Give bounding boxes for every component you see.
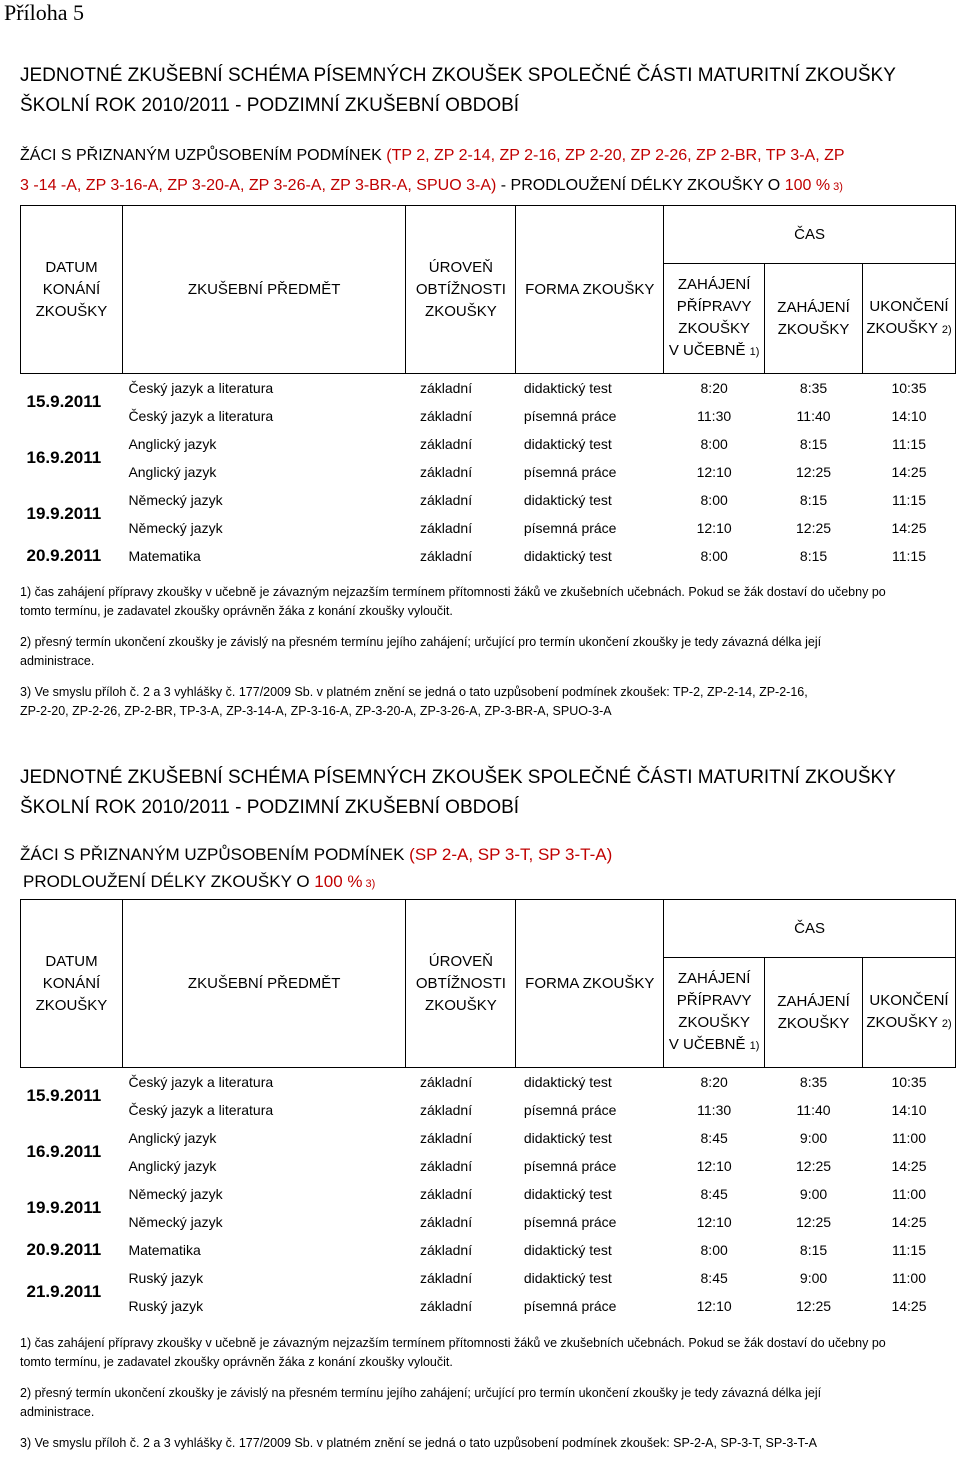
- exam-form: písemná práce: [523, 1102, 617, 1118]
- exam-form: didaktický test: [523, 548, 612, 564]
- exam-form: didaktický test: [523, 1270, 612, 1286]
- exam-date: 20.9.2011: [26, 1240, 102, 1259]
- exam-end-time: 14:25: [891, 520, 927, 536]
- conditions-prefix: ŽÁCI S PŘIZNANÝM UZPŮSOBENÍM PODMÍNEK: [20, 845, 410, 864]
- exam-schedule-table-2: [20, 899, 956, 1320]
- header-prep: ZAHÁJENÍ PŘÍPRAVY ZKOUŠKY V UČEBNĚ 1): [664, 958, 765, 1068]
- extension-percent: 100 %: [314, 872, 363, 891]
- exam-start-time: 12:25: [796, 464, 832, 480]
- exam-form: písemná práce: [523, 1158, 617, 1174]
- exam-subject: Anglický jazyk: [128, 1130, 217, 1146]
- footnotes-1: [20, 583, 950, 733]
- exam-subject: Český jazyk a literatura: [128, 380, 274, 396]
- header-prep: ZAHÁJENÍ PŘÍPRAVY ZKOUŠKY V UČEBNĚ 1): [664, 264, 765, 374]
- table-row: [21, 1068, 956, 1097]
- exam-level: základní: [419, 1298, 473, 1314]
- prep-start-time: 12:10: [696, 1214, 732, 1230]
- header-level: ÚROVEŇ OBTÍŽNOSTI ZKOUŠKY: [406, 900, 516, 1068]
- extension-percent: 100 %: [784, 177, 831, 194]
- schedule-rows: [21, 1068, 956, 1321]
- exam-level: základní: [419, 1102, 473, 1118]
- prep-start-time: 8:45: [700, 1186, 728, 1202]
- exam-end-time: 14:10: [891, 1102, 927, 1118]
- exam-level: základní: [419, 520, 473, 536]
- exam-date: 16.9.2011: [26, 448, 102, 467]
- exam-start-time: 12:25: [796, 1298, 832, 1314]
- exam-subject: Německý jazyk: [128, 1186, 223, 1202]
- header-time: ČAS: [664, 206, 956, 264]
- table-row: [21, 1208, 956, 1236]
- exam-form: písemná práce: [523, 1214, 617, 1230]
- footnote-ref: 3): [362, 878, 376, 890]
- prep-start-time: 8:20: [700, 380, 728, 396]
- exam-date: 15.9.2011: [26, 1086, 102, 1105]
- exam-form: didaktický test: [523, 436, 612, 452]
- exam-end-time: 11:00: [892, 1270, 926, 1286]
- table-row: [21, 430, 956, 458]
- students-conditions-1b: [20, 172, 843, 201]
- exam-level: základní: [419, 1214, 473, 1230]
- exam-end-time: 11:15: [892, 492, 926, 508]
- exam-end-time: 14:25: [891, 1158, 927, 1174]
- exam-end-time: 11:15: [892, 1242, 926, 1258]
- conditions-codes: (SP 2-A, SP 3-T, SP 3-T-A): [409, 845, 613, 864]
- exam-subject: Anglický jazyk: [128, 436, 217, 452]
- exam-level: základní: [419, 1186, 473, 1202]
- footnote-1: 1) čas zahájení přípravy zkoušky v učebně je závazným nejzazším termínem přítomnosti žáků ve zkušebních učebnách. Pokud se žák dostaví do učebny po tomto termínu, je zadavatel zkoušky oprávněn žáka z konání zkoušky vyloučit.: [20, 1336, 886, 1369]
- table-row: [21, 1124, 956, 1152]
- appendix-label: Příloha 5: [4, 0, 85, 25]
- prep-start-time: 8:45: [700, 1130, 728, 1146]
- header-date: DATUM KONÁNÍ ZKOUŠKY: [21, 900, 123, 1068]
- header-subject: ZKUŠEBNÍ PŘEDMĚT: [122, 206, 406, 374]
- schedule-title-2: JEDNOTNÉ ZKUŠEBNÍ SCHÉMA PÍSEMNÝCH ZKOUŠEK SPOLEČNÉ ČÁSTI MATURITNÍ ZKOUŠKY: [20, 767, 896, 788]
- exam-level: základní: [419, 1270, 473, 1286]
- schedule-rows: [21, 374, 956, 571]
- exam-form: didaktický test: [523, 380, 612, 396]
- exam-start-time: 9:00: [799, 1186, 828, 1202]
- exam-level: základní: [419, 408, 473, 424]
- header-end: UKONČENÍ ZKOUŠKY 2): [863, 958, 956, 1068]
- table-row: [21, 1180, 956, 1208]
- header-form: FORMA ZKOUŠKY: [516, 206, 664, 374]
- exam-start-time: 8:15: [799, 492, 828, 508]
- exam-subject: Anglický jazyk: [128, 464, 217, 480]
- exam-date: 15.9.2011: [26, 392, 102, 411]
- table-row: [21, 1152, 956, 1180]
- exam-form: písemná práce: [523, 464, 617, 480]
- exam-start-time: 8:15: [799, 548, 828, 564]
- exam-level: základní: [419, 464, 473, 480]
- exam-subject: Matematika: [128, 1242, 201, 1258]
- header-start: ZAHÁJENÍ ZKOUŠKY: [765, 264, 863, 374]
- prep-start-time: 8:45: [700, 1270, 728, 1286]
- exam-end-time: 14:25: [891, 1214, 927, 1230]
- exam-start-time: 12:25: [796, 520, 832, 536]
- header-start: ZAHÁJENÍ ZKOUŠKY: [765, 958, 863, 1068]
- prep-start-time: 11:30: [697, 1102, 732, 1118]
- exam-form: didaktický test: [523, 1242, 612, 1258]
- exam-date: 21.9.2011: [26, 1282, 102, 1301]
- exam-start-time: 9:00: [799, 1130, 828, 1146]
- table-row: [21, 542, 956, 570]
- exam-end-time: 14:10: [891, 408, 927, 424]
- prep-start-time: 8:00: [700, 548, 728, 564]
- prep-start-time: 8:00: [700, 1242, 728, 1258]
- students-conditions-2: [20, 841, 612, 869]
- exam-level: základní: [419, 1074, 473, 1090]
- schedule-title-1: JEDNOTNÉ ZKUŠEBNÍ SCHÉMA PÍSEMNÝCH ZKOUŠEK SPOLEČNÉ ČÁSTI MATURITNÍ ZKOUŠKY: [20, 65, 896, 86]
- exam-end-time: 11:00: [892, 1130, 926, 1146]
- exam-subject: Český jazyk a literatura: [128, 1074, 274, 1090]
- students-conditions-1: [20, 142, 845, 170]
- exam-start-time: 8:35: [799, 380, 828, 396]
- footnotes-2: [20, 1334, 950, 1465]
- exam-end-time: 10:35: [891, 1074, 927, 1090]
- table-row: [21, 486, 956, 514]
- table-row: [21, 1292, 956, 1320]
- exam-subject: Německý jazyk: [128, 1214, 223, 1230]
- table-row: [21, 458, 956, 486]
- exam-form: didaktický test: [523, 1074, 612, 1090]
- exam-level: základní: [419, 1158, 473, 1174]
- exam-form: didaktický test: [523, 1186, 612, 1202]
- footnote-3: 3) Ve smyslu příloh č. 2 a 3 vyhlášky č. 177/2009 Sb. v platném znění se jedná o tato uzpůsobení podmínek zkoušek: TP-2, ZP-2-14, ZP-2-16, ZP-2-20, ZP-2-26, ZP-2-BR, TP-3-A, ZP-3-14-A, ZP-3-16-A, ZP-3-20-A, ZP-3-26-A, ZP-3-BR-A, SPUO-3-A: [20, 685, 808, 718]
- table-row: [21, 1236, 956, 1264]
- exam-level: základní: [419, 1130, 473, 1146]
- exam-end-time: 11:15: [892, 548, 926, 564]
- exam-subject: Český jazyk a literatura: [128, 1102, 274, 1118]
- footnote-1: 1) čas zahájení přípravy zkoušky v učebně je závazným nejzazším termínem přítomnosti žáků ve zkušebních učebnách. Pokud se žák dostaví do učebny po tomto termínu, je zadavatel zkoušky oprávněn žáka z konání zkoušky vyloučit.: [20, 585, 886, 618]
- exam-subject: Ruský jazyk: [128, 1298, 204, 1314]
- exam-date: 19.9.2011: [26, 504, 102, 523]
- exam-schedule-table-1: [20, 205, 956, 570]
- exam-level: základní: [419, 548, 473, 564]
- exam-date: 19.9.2011: [26, 1198, 102, 1217]
- header-form: FORMA ZKOUŠKY: [516, 900, 664, 1068]
- extension-label: - PRODLOUŽENÍ DÉLKY ZKOUŠKY O: [496, 177, 785, 194]
- exam-end-time: 14:25: [891, 464, 927, 480]
- extension-2: [23, 868, 375, 898]
- exam-subject: Německý jazyk: [128, 520, 223, 536]
- exam-subject: Anglický jazyk: [128, 1158, 217, 1174]
- exam-start-time: 12:25: [796, 1214, 832, 1230]
- conditions-prefix: ŽÁCI S PŘIZNANÝM UZPŮSOBENÍM PODMÍNEK: [20, 147, 387, 164]
- table-row: [21, 1264, 956, 1292]
- exam-subject: Český jazyk a literatura: [128, 408, 274, 424]
- table-row: [21, 402, 956, 430]
- exam-start-time: 8:15: [799, 1242, 828, 1258]
- exam-subject: Matematika: [128, 548, 201, 564]
- extension-label: PRODLOUŽENÍ DÉLKY ZKOUŠKY O: [23, 872, 315, 891]
- exam-level: základní: [419, 492, 473, 508]
- header-time: ČAS: [664, 900, 956, 958]
- footnote-2: 2) přesný termín ukončení zkoušky je závislý na přesném termínu jejího zahájení; určující pro termín ukončení zkoušky je tedy závazná délka její administrace.: [20, 635, 822, 668]
- exam-start-time: 9:00: [799, 1270, 828, 1286]
- prep-start-time: 8:20: [700, 1074, 728, 1090]
- exam-end-time: 11:15: [892, 436, 926, 452]
- header-subject: ZKUŠEBNÍ PŘEDMĚT: [122, 900, 406, 1068]
- exam-subject: Ruský jazyk: [128, 1270, 204, 1286]
- table-row: [21, 1096, 956, 1124]
- table-row: [21, 514, 956, 542]
- exam-date: 20.9.2011: [26, 546, 102, 565]
- exam-level: základní: [419, 380, 473, 396]
- prep-start-time: 8:00: [700, 492, 728, 508]
- header-date: DATUM KONÁNÍ ZKOUŠKY: [21, 206, 123, 374]
- exam-form: písemná práce: [523, 520, 617, 536]
- footnote-ref: 3): [830, 181, 843, 193]
- header-end: UKONČENÍ ZKOUŠKY 2): [863, 264, 956, 374]
- prep-start-time: 12:10: [696, 1298, 732, 1314]
- exam-start-time: 8:15: [799, 436, 828, 452]
- conditions-codes-cont: 3 -14 -A, ZP 3-16-A, ZP 3-20-A, ZP 3-26-A, ZP 3-BR-A, SPUO 3-A): [20, 177, 497, 194]
- conditions-codes: (TP 2, ZP 2-14, ZP 2-16, ZP 2-20, ZP 2-26, ZP 2-BR, TP 3-A, ZP: [386, 147, 845, 164]
- exam-start-time: 11:40: [796, 1102, 831, 1118]
- footnote-3: 3) Ve smyslu příloh č. 2 a 3 vyhlášky č. 177/2009 Sb. v platném znění se jedná o tato uzpůsobení podmínek zkoušek: SP-2-A, SP-3-T, SP-3-T-A: [20, 1436, 817, 1450]
- exam-end-time: 14:25: [891, 1298, 927, 1314]
- exam-end-time: 10:35: [891, 380, 927, 396]
- schedule-subtitle-1: ŠKOLNÍ ROK 2010/2011 - PODZIMNÍ ZKUŠEBNÍ OBDOBÍ: [20, 95, 520, 116]
- exam-form: didaktický test: [523, 1130, 612, 1146]
- exam-level: základní: [419, 436, 473, 452]
- prep-start-time: 11:30: [697, 408, 732, 424]
- exam-start-time: 12:25: [796, 1158, 832, 1174]
- header-level: ÚROVEŇ OBTÍŽNOSTI ZKOUŠKY: [406, 206, 516, 374]
- schedule-subtitle-2: ŠKOLNÍ ROK 2010/2011 - PODZIMNÍ ZKUŠEBNÍ OBDOBÍ: [20, 797, 520, 818]
- exam-start-time: 11:40: [796, 408, 831, 424]
- exam-form: písemná práce: [523, 1298, 617, 1314]
- exam-subject: Německý jazyk: [128, 492, 223, 508]
- prep-start-time: 8:00: [700, 436, 728, 452]
- table-row: [21, 374, 956, 403]
- prep-start-time: 12:10: [696, 520, 732, 536]
- exam-form: didaktický test: [523, 492, 612, 508]
- footnote-2: 2) přesný termín ukončení zkoušky je závislý na přesném termínu jejího zahájení; určující pro termín ukončení zkoušky je tedy závazná délka její administrace.: [20, 1386, 822, 1419]
- exam-start-time: 8:35: [799, 1074, 828, 1090]
- exam-form: písemná práce: [523, 408, 617, 424]
- exam-end-time: 11:00: [892, 1186, 926, 1202]
- exam-level: základní: [419, 1242, 473, 1258]
- exam-date: 16.9.2011: [26, 1142, 102, 1161]
- prep-start-time: 12:10: [696, 464, 732, 480]
- prep-start-time: 12:10: [696, 1158, 732, 1174]
